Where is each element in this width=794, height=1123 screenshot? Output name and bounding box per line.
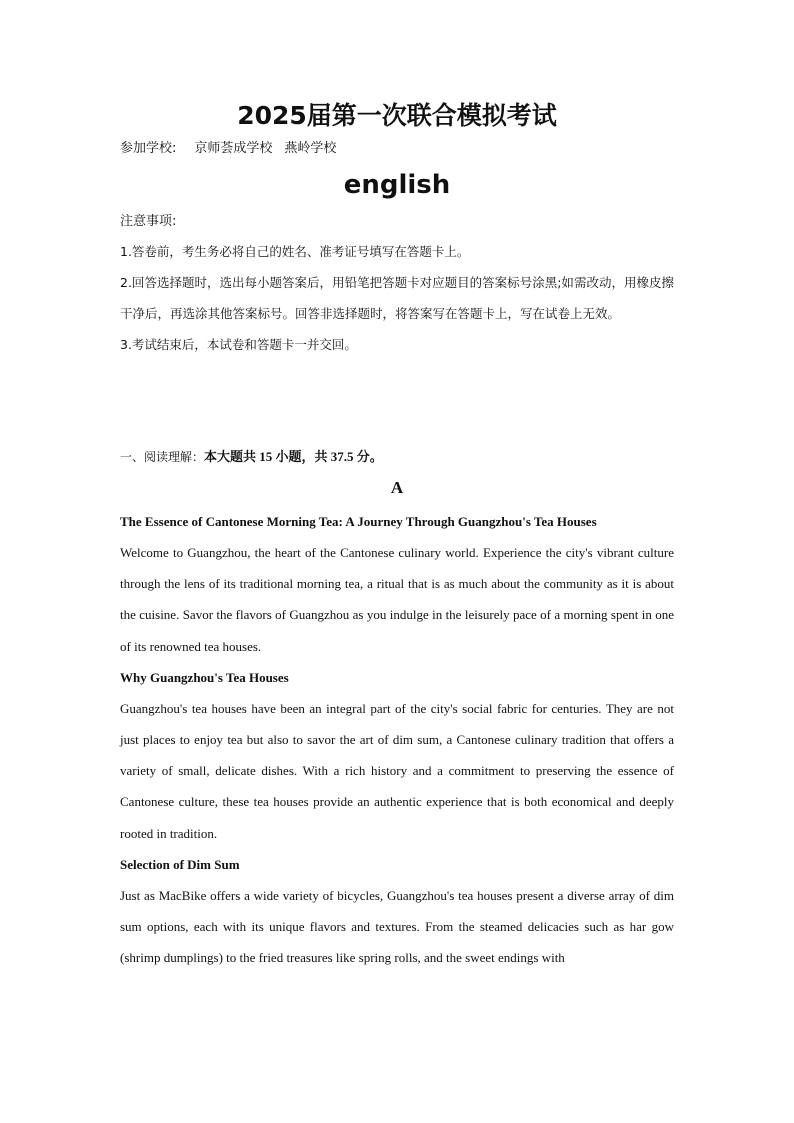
school-name-2: 燕岭学校 (284, 141, 337, 156)
subject-title: english (343, 170, 451, 200)
subheading-dim-sum: Selection of Dim Sum (120, 856, 240, 872)
passage-letter: A (390, 478, 404, 497)
article-title: The Essence of Cantonese Morning Tea: A Journey Through Guangzhou's Tea Houses (120, 514, 597, 529)
paragraph-dim-sum: Just as MacBike offers a wide variety of bicycles, Guangzhou's tea houses present a diverse array of dim sum options, each with its unique flavors and textures. From the steamed delicacies such as har gow (shrimp dumplings) to the fried treasures like spring rolls, and the sweet endings with (120, 887, 674, 966)
section-description: 本大题共 15 小题，共 37.5 分。 (204, 449, 383, 464)
intro-paragraph: Welcome to Guangzhou, the heart of the Cantonese culinary world. Experience the city's vibrant culture through the lens of its traditional morning tea, a ritual that is as much about the community as it is about the cuisine. Savor the flavors of Guangzhou as you indulge in the leisurely pace of a morning spent in one of its renowned tea houses. (120, 545, 674, 654)
notice-item-1: 1.答卷前，考生务必将自己的姓名、准考证号填写在答题卡上。 (120, 244, 470, 259)
section-prefix: 一、阅读理解： (120, 450, 205, 464)
section-heading (120, 444, 674, 470)
notice-heading: 注意事项: (120, 214, 177, 229)
schools-label: 参加学校: (120, 141, 177, 156)
participating-schools (120, 136, 674, 162)
school-name-1: 京师荟成学校 (194, 141, 273, 156)
notice-item-3: 3.考试结束后，本试卷和答题卡一并交回。 (120, 337, 357, 352)
paragraph-tea-houses: Guangzhou's tea houses have been an integral part of the city's social fabric for centuries. They are not just places to enjoy tea but also to savor the art of dim sum, a Cantonese culinary tradition that offers a variety of small, delicate dishes. With a rich history and a commitment to preserving the essence of Cantonese culture, these tea houses provide an authentic experience that is both economical and deeply rooted in tradition. (120, 700, 674, 841)
exam-title: 2025届第一次联合模拟考试 (237, 101, 557, 130)
subheading-why-tea-houses: Why Guangzhou's Tea Houses (120, 669, 289, 685)
notice-item-2: 2.回答选择题时，选出每小题答案后，用铅笔把答题卡对应题目的答案标号涂黑;如需改动，用橡皮擦干净后，再选涂其他答案标号。回答非选择题时，将答案写在答题卡上，写在试卷上无效。 (120, 275, 674, 321)
page-content (120, 96, 674, 973)
